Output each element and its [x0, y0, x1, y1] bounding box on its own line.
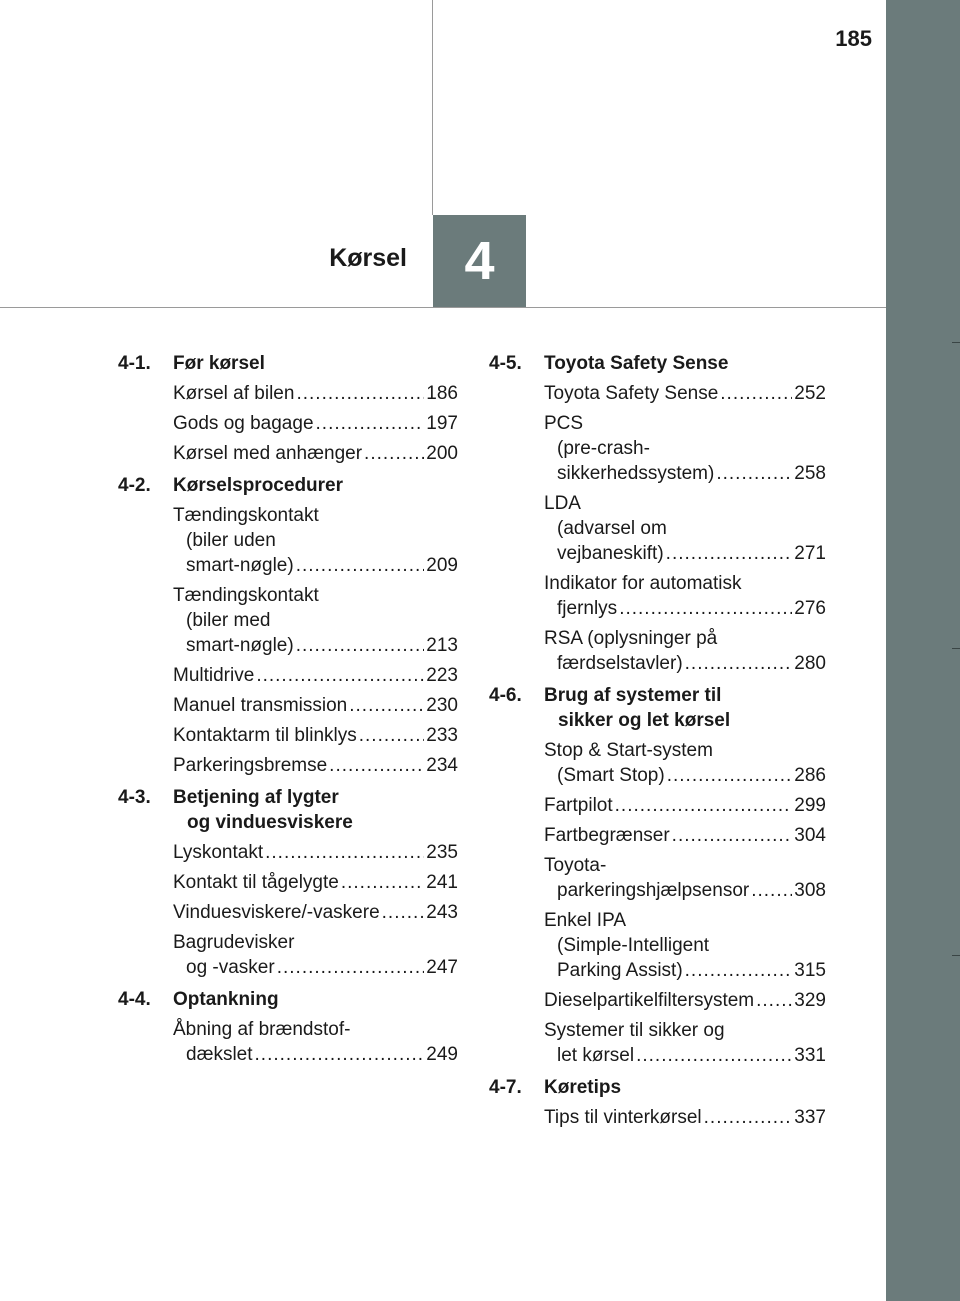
leader-dots — [751, 878, 792, 903]
page-ref: 213 — [426, 635, 458, 656]
toc-entry-line — [544, 1105, 826, 1130]
section-number: 4-1. — [118, 353, 151, 374]
tab-marker — [952, 342, 960, 343]
section-title-line: Brug af systemer til — [544, 685, 722, 706]
toc-entry-line — [544, 381, 826, 406]
entry-text: Vinduesviskere/-vaskere — [173, 902, 380, 923]
toc-entry-line: (Simple-Intelligent — [557, 935, 710, 956]
section-number: 4-5. — [489, 353, 522, 374]
entry-text: Lyskontakt — [173, 842, 264, 863]
toc-entry-line: (advarsel om — [557, 518, 667, 539]
page-ref: 331 — [794, 1045, 826, 1066]
entry-text: Parkeringsbremse — [173, 755, 328, 776]
toc-entry-line — [173, 633, 458, 658]
toc-column-right — [489, 351, 826, 1137]
page-ref: 235 — [426, 842, 458, 863]
section-title-line: Før kørsel — [173, 353, 265, 374]
leader-dots — [704, 1105, 793, 1130]
toc-column-left — [118, 351, 458, 1074]
toc-entry — [118, 930, 458, 980]
page-ref: 234 — [426, 755, 458, 776]
entry-text: Tips til vinterkørsel — [544, 1107, 702, 1128]
page-ref: 249 — [426, 1044, 458, 1065]
toc-entry-line: Tændingskontakt — [173, 505, 319, 526]
leader-dots — [382, 900, 425, 925]
toc-entry-line: Bagrudevisker — [173, 932, 295, 953]
toc-entry-line: LDA — [544, 493, 581, 514]
toc-entry-line — [173, 723, 458, 748]
leader-dots — [296, 381, 424, 406]
section-number: 4-2. — [118, 475, 151, 496]
toc-entry-line: Systemer til sikker og — [544, 1020, 725, 1041]
section-title-line: Køretips — [544, 1077, 622, 1098]
leader-dots — [667, 763, 793, 788]
toc-entry-line: Indikator for automatisk — [544, 573, 742, 594]
toc-entry — [489, 908, 826, 983]
entry-text: Gods og bagage — [173, 413, 314, 434]
toc-entry-line — [544, 1043, 826, 1068]
section-number: 4-6. — [489, 685, 522, 706]
toc-entry — [118, 381, 458, 406]
page-ref: 233 — [426, 725, 458, 746]
toc-entry-line — [173, 411, 458, 436]
tab-marker — [952, 955, 960, 956]
chapter-title: Kørsel — [329, 244, 407, 272]
section-heading — [489, 683, 826, 733]
toc-entry — [118, 1017, 458, 1067]
page-number: 185 — [835, 26, 872, 51]
section-title-line: og vinduesviskere — [187, 812, 353, 833]
divider-horizontal — [0, 307, 886, 308]
entry-text: Parking Assist) — [557, 960, 683, 981]
page-ref: 276 — [794, 598, 826, 619]
toc-section — [118, 351, 458, 466]
section-title-line: Kørselsprocedurer — [173, 475, 344, 496]
toc-entry — [118, 663, 458, 688]
leader-dots — [341, 870, 424, 895]
page-ref: 197 — [426, 413, 458, 434]
entry-text: Kontakt til tågelygte — [173, 872, 339, 893]
section-title — [544, 1075, 826, 1100]
page-ref: 230 — [426, 695, 458, 716]
leader-dots — [716, 461, 792, 486]
leader-dots — [666, 541, 793, 566]
toc-entry-line: (biler uden — [186, 530, 276, 551]
page-ref: 258 — [794, 463, 826, 484]
toc-entry-line — [544, 793, 826, 818]
page-ref: 271 — [794, 543, 826, 564]
section-heading — [118, 351, 458, 376]
toc-entry-line: Åbning af brændstof- — [173, 1019, 351, 1040]
toc-entry — [489, 853, 826, 903]
toc-entry-line — [544, 651, 826, 676]
toc-entry — [489, 823, 826, 848]
chapter-side-tab — [886, 0, 960, 1301]
tab-marker — [952, 648, 960, 649]
leader-dots — [756, 988, 792, 1013]
toc-entry — [118, 753, 458, 778]
toc-section — [489, 1075, 826, 1130]
entry-text: smart-nøgle) — [186, 635, 294, 656]
toc-entry-line: PCS — [544, 413, 584, 434]
entry-text: (Smart Stop) — [557, 765, 665, 786]
section-title-line: Betjening af lygter — [173, 787, 339, 808]
toc-entry — [118, 411, 458, 436]
toc-entry — [118, 900, 458, 925]
toc-section — [489, 683, 826, 1068]
section-title-line: Toyota Safety Sense — [544, 353, 729, 374]
toc-entry-line — [173, 693, 458, 718]
toc-entry — [489, 988, 826, 1013]
leader-dots — [636, 1043, 792, 1068]
section-title — [544, 351, 826, 376]
toc-entry — [489, 1105, 826, 1130]
section-title-line: sikker og let kørsel — [558, 710, 731, 731]
entry-text: fjernlys — [557, 598, 618, 619]
toc-entry — [118, 583, 458, 658]
toc-entry-line: Toyota- — [544, 855, 607, 876]
divider-vertical — [432, 0, 433, 215]
toc-entry-line: (biler med — [186, 610, 271, 631]
entry-text: let kørsel — [557, 1045, 635, 1066]
toc-entry-line — [173, 753, 458, 778]
page-ref: 337 — [794, 1107, 826, 1128]
toc-entry-line — [173, 900, 458, 925]
toc-entry-line — [173, 1042, 458, 1067]
entry-text: Multidrive — [173, 665, 255, 686]
section-number: 4-3. — [118, 787, 151, 808]
entry-text: og -vasker — [186, 957, 275, 978]
leader-dots — [619, 596, 792, 621]
section-title — [173, 351, 458, 376]
leader-dots — [720, 381, 792, 406]
entry-text: dækslet — [186, 1044, 253, 1065]
entry-text: Manuel transmission — [173, 695, 348, 716]
section-heading — [118, 785, 458, 835]
toc-entry — [489, 381, 826, 406]
section-number: 4-4. — [118, 989, 151, 1010]
toc-entry-line: RSA (oplysninger på — [544, 628, 718, 649]
toc-entry-line: Tændingskontakt — [173, 585, 319, 606]
entry-text: Kørsel med anhænger — [173, 443, 363, 464]
toc-section — [489, 351, 826, 676]
toc-entry-line — [173, 441, 458, 466]
entry-text: Fartbegrænser — [544, 825, 670, 846]
toc-entry-line — [544, 988, 826, 1013]
toc-entry-line — [544, 958, 826, 983]
leader-dots — [672, 823, 793, 848]
leader-dots — [316, 411, 425, 436]
page-ref: 308 — [794, 880, 826, 901]
toc-entry-line — [544, 541, 826, 566]
toc-entry-line: Enkel IPA — [544, 910, 627, 931]
toc-entry-line: (pre-crash- — [557, 438, 650, 459]
chapter-number: 4 — [433, 215, 526, 307]
leader-dots — [685, 958, 793, 983]
toc-entry — [118, 503, 458, 578]
toc-entry — [489, 491, 826, 566]
leader-dots — [256, 663, 424, 688]
page-ref: 200 — [426, 443, 458, 464]
entry-text: Dieselpartikelfiltersystem — [544, 990, 755, 1011]
leader-dots — [277, 955, 425, 980]
page-ref: 247 — [426, 957, 458, 978]
leader-dots — [296, 633, 425, 658]
leader-dots — [296, 553, 425, 578]
toc-entry — [118, 693, 458, 718]
section-heading — [489, 1075, 826, 1100]
entry-text: Toyota Safety Sense — [544, 383, 719, 404]
leader-dots — [615, 793, 793, 818]
entry-text: Kontaktarm til blinklys — [173, 725, 357, 746]
section-title — [173, 473, 458, 498]
toc-section — [118, 987, 458, 1067]
entry-text: Fartpilot — [544, 795, 613, 816]
toc-entry-line — [173, 381, 458, 406]
toc-entry — [489, 793, 826, 818]
toc-entry-line — [173, 663, 458, 688]
leader-dots — [255, 1042, 425, 1067]
leader-dots — [329, 753, 424, 778]
toc-entry — [118, 723, 458, 748]
page-ref: 241 — [426, 872, 458, 893]
section-heading — [118, 473, 458, 498]
toc-entry — [118, 441, 458, 466]
toc-entry-line — [544, 823, 826, 848]
leader-dots — [685, 651, 793, 676]
entry-text: vejbaneskift) — [557, 543, 664, 564]
page-ref: 329 — [794, 990, 826, 1011]
toc-entry — [118, 840, 458, 865]
entry-text: sikkerhedssystem) — [557, 463, 715, 484]
toc-entry-line — [544, 878, 826, 903]
page-ref: 186 — [426, 383, 458, 404]
entry-text: smart-nøgle) — [186, 555, 294, 576]
toc-entry — [489, 411, 826, 486]
page-ref: 252 — [794, 383, 826, 404]
toc-entry — [489, 738, 826, 788]
toc-entry-line — [173, 870, 458, 895]
toc-section — [118, 785, 458, 980]
page-ref: 286 — [794, 765, 826, 786]
toc-entry-line — [544, 763, 826, 788]
toc-entry-line — [173, 840, 458, 865]
page-ref: 315 — [794, 960, 826, 981]
section-heading — [118, 987, 458, 1012]
page-ref: 280 — [794, 653, 826, 674]
page-ref: 223 — [426, 665, 458, 686]
section-number: 4-7. — [489, 1077, 522, 1098]
section-title — [173, 987, 458, 1012]
toc-entry — [489, 626, 826, 676]
section-title-line: Optankning — [173, 989, 279, 1010]
toc-entry-line: Stop & Start-system — [544, 740, 713, 761]
toc-section — [118, 473, 458, 778]
toc-entry-line — [173, 955, 458, 980]
page-ref: 299 — [794, 795, 826, 816]
entry-text: færdselstavler) — [557, 653, 683, 674]
leader-dots — [359, 723, 425, 748]
leader-dots — [349, 693, 424, 718]
leader-dots — [364, 441, 424, 466]
section-title — [544, 683, 826, 733]
toc-entry-line — [173, 553, 458, 578]
page-ref: 209 — [426, 555, 458, 576]
toc-entry — [118, 870, 458, 895]
toc-entry — [489, 571, 826, 621]
section-heading — [489, 351, 826, 376]
page-ref: 304 — [794, 825, 826, 846]
page-ref: 243 — [426, 902, 458, 923]
toc-entry-line — [544, 596, 826, 621]
toc-entry — [489, 1018, 826, 1068]
entry-text: Kørsel af bilen — [173, 383, 295, 404]
entry-text: parkeringshjælpsensor — [557, 880, 750, 901]
leader-dots — [265, 840, 424, 865]
section-title — [173, 785, 458, 835]
toc-entry-line — [544, 461, 826, 486]
